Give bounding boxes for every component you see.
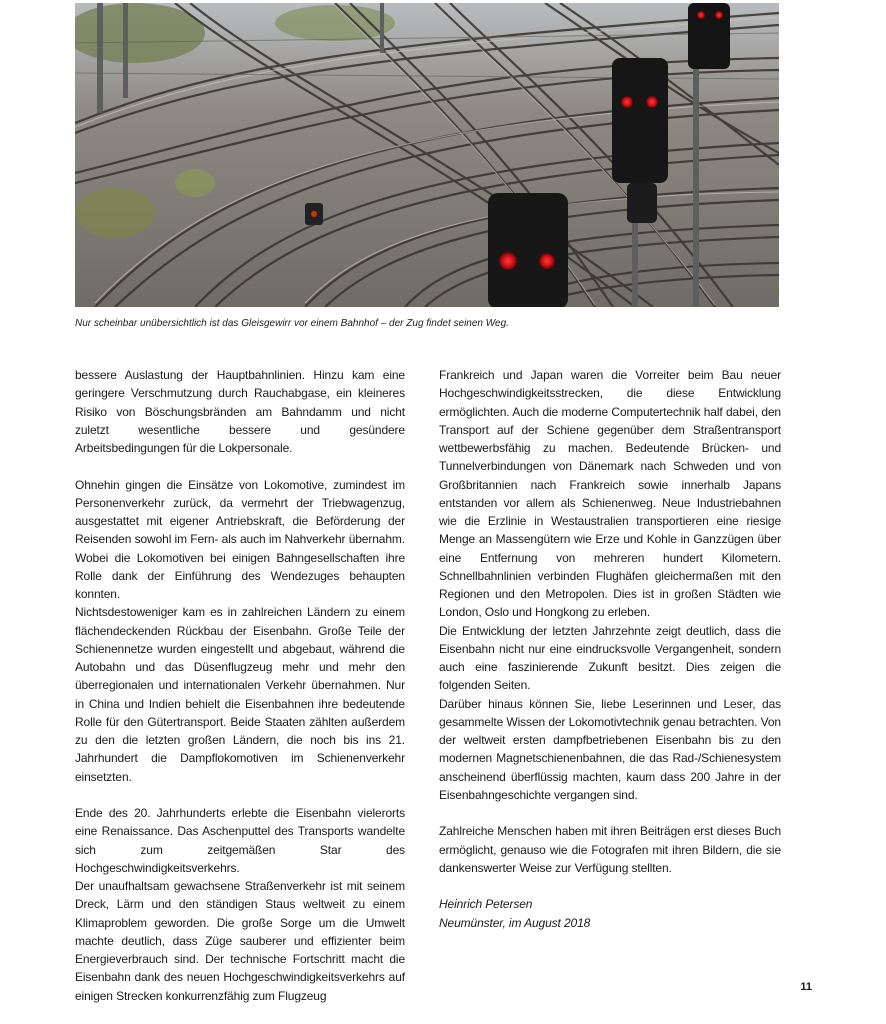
paragraph: Zahlreiche Menschen haben mit ihren Beiträgen erst dieses Buch ermöglicht, genauso wie die Fotografen mit ihren Bildern, die sie dankenswerter Weise zur Verfügung stellten.	[439, 824, 781, 875]
text-column-right	[439, 366, 781, 932]
paragraph: bessere Auslastung der Hauptbahnlinien. Hinzu kam eine geringere Verschmutzung durch Rauchabgase, ein kleineres Risiko von Böschungsbränden am Bahndamm und nicht zuletzt wesentliche bessere und gesündere Arbeitsbedingungen für die Lokpersonale.	[75, 368, 405, 455]
page-number: 11	[800, 981, 812, 993]
paragraph: Nichtsdestoweniger kam es in zahlreichen Ländern zu einem flächendeckenden Rückbau der Eisenbahn. Große Teile der Schienennetze wurden eingestellt und abgebaut, während die Autobahn und das Düsenflugzeug mehr und mehr den überregionalen und internationalen Verkehr übernahmen. Nur in China und Indien behielt die Eisenbahnen ihre bedeutende Rolle für den Gütertransport. Beide Staaten zählten außerdem zu den die letzten großen Ländern, die noch bis ins 21. Jahrhundert die Dampflokomotiven im Schienenverkehr einsetzten.	[75, 605, 405, 784]
paragraph: Der unaufhaltsam gewachsene Straßenverkehr ist mit seinem Dreck, Lärm und den ständigen Staus weltweit zu einem Klimaproblem geworden. Die große Sorge um die Umwelt machte deutlich, dass Züge sauberer und effizienter beim Energieverbrauch sind. Der technische Fortschritt macht die Eisenbahn dank des neuen Hochgeschwindigkeitsverkehrs auf einigen Strecken konkurrenzfähig zum Flugzeug	[75, 879, 405, 1003]
paragraph: Ende des 20. Jahrhunderts erlebte die Eisenbahn vielerorts eine Renaissance. Das Aschenputtel des Transports wandelte sich zum zeitgemäßen Star des Hochgeschwindigkeitsverkehrs.	[75, 806, 405, 875]
paragraph: Darüber hinaus können Sie, liebe Leserinnen und Leser, das gesammelte Wissen der Lokomotivtechnik genau betrachten. Von der weltweit ersten dampfbetriebenen Eisenbahn bis zu den modernen Magnetschienenbahnen, die das Rad-/Schienesystem anscheinend überflüssig machten, kaum dass 200 Jahre in der Eisenbahngeschichte vergangen sind.	[439, 696, 781, 802]
paragraph: Ohnehin gingen die Einsätze von Lokomotive, zumindest im Personenverkehr zurück, da vermehrt der Triebwagenzug, ausgestattet mit eigener Antriebskraft, die Beförderung der Reisenden sowohl im Fern- als auch im Nahverkehr übernahm. Wobei die Lokomotiven bei einigen Bahngesellschaften ihre Rolle dank der Einführung des Wendezuges behaupten konnten.	[75, 477, 405, 601]
text-column-left	[75, 366, 405, 1005]
author-name: Heinrich Petersen	[439, 897, 533, 912]
author-place-date: Neumünster, im August 2018	[439, 915, 591, 930]
railway-photo	[75, 3, 779, 307]
paragraph: Frankreich und Japan waren die Vorreiter beim Bau neuer Hochgeschwindigkeitsstrecken, die diese Entwicklung ermöglichten. Auch die moderne Computertechnik half dabei, den Transport auf der Schiene gegenüber dem Straßentransport wettbewerbsfähig zu machen. Bedeutende Brücken- und Tunnelverbindungen von Dänemark nach Schweden und von Großbritannien nach Frankreich sowie innerhalb Japans entstanden vor allem als Schienenweg. Neue Industriebahnen wie die Erzlinie in Westaustralien transportieren eine riesige Menge an Massengütern wie Erze und Kohle in Ganzzügen über eine Entfernung von mehreren hundert Kilometern. Schnellbahnlinien verbinden Flughäfen gleichermaßen mit den Regionen und den Metropolen. Dies ist in großen Städten wie London, Oslo und Hongkong zu erleben.	[439, 368, 781, 620]
photo-caption: Nur scheinbar unübersichtlich ist das Gleisgewirr vor einem Bahnhof – der Zug findet seinen Weg.	[75, 318, 509, 329]
paragraph: Die Entwicklung der letzten Jahrzehnte zeigt deutlich, dass die Eisenbahn nicht nur eine eindrucksvolle Vergangenheit, sondern auch eine faszinierende Zukunft besitzt. Dies zeigen die folgenden Seiten.	[439, 623, 781, 693]
